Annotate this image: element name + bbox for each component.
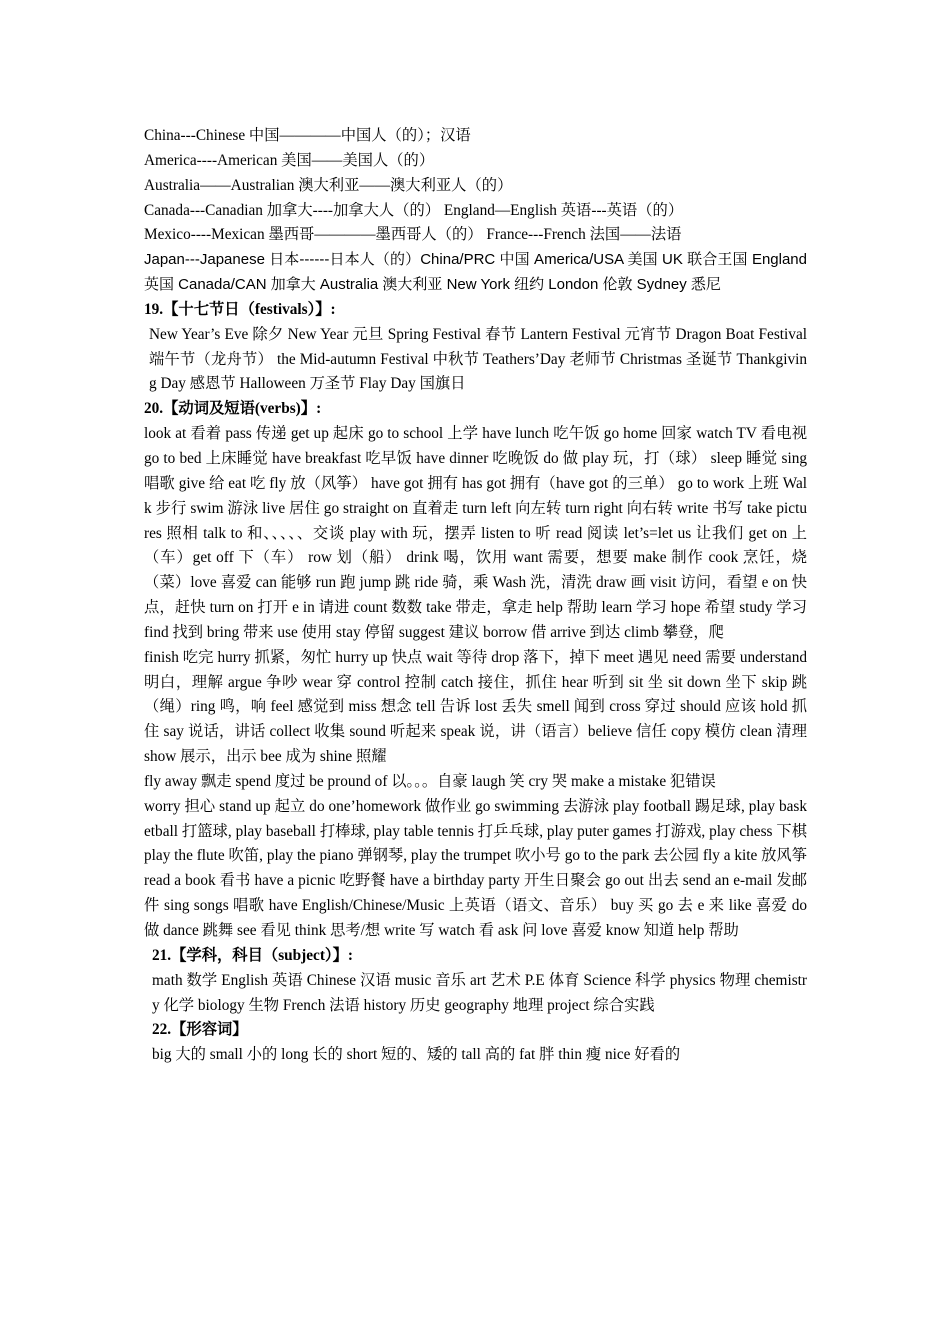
verbs-heading: 20.【动词及短语(verbs)】: <box>144 400 322 418</box>
adjectives-paragraph: big 大的 small 小的 long 长的 short 短的、矮的 tall 高的 fat 胖 thin 瘦 nice 好看的 <box>152 1046 681 1064</box>
verbs-paragraph: finish 吃完 hurry 抓紧，匆忙 hurry up 快点 wait 等待 drop 落下，掉下 meet 遇见 need 需要 understand 明白，理解 argue 争吵 wear 穿 control 控制 catch 接住，抓住 hear 听到 sit 坐 sit down 坐下 skip 跳（绳）ring 鸣，响 feel 感觉到 miss 想念 tell 告诉 lost 丢失 smell 闻到 cross 穿过 should 应该 hold 抓住 say 说话，讲话 collect 收集 sound 听起来 speak 说，讲（语言）believe 信任 copy 模仿 clean 清理 show 展示，出示 bee 成为 shine 照耀 <box>144 648 807 766</box>
document-page <box>144 124 807 1068</box>
festivals-heading: 19.【十七节日（festivals）】: <box>144 300 336 318</box>
subjects-paragraph: math 数学 English 英语 Chinese 汉语 music 音乐 art 艺术 P.E 体育 Science 科学 physics 物理 chemistry 化学 biology 生物 French 法语 history 历史 geography 地理 project 综合实践 <box>152 971 807 1014</box>
verbs-paragraph: worry 担心 stand up 起立 do one’homework 做作业 go swimming 去游泳 play football 踢足球, play basketball 打篮球, play baseball 打棒球, play table tennis 打乒乓球, play puter games 打游戏, play chess 下棋 play the flute 吹笛, play the piano 弹钢琴, play the trumpet 吹小号 go to the park 去公园 fly a kite 放风筝 read a book 看书 have a picnic 吃野餐 have a birthday party 开生日聚会 go out 出去 send an e-mail 发邮件 sing songs 唱歌 have English/Chinese/Music 上英语（语文、音乐） buy 买 go 去 e 来 like 喜爱 do 做 dance 跳舞 see 看见 think 思考/想 write 写 watch 看 ask 问 love 喜爱 know 知道 help 帮助 <box>144 797 807 939</box>
subjects-heading: 21.【学科，科目（subject）】: <box>152 946 353 964</box>
country-line: America----American 美国——美国人（的） <box>144 151 435 169</box>
country-line: China---Chinese 中国————中国人（的）；汉语 <box>144 127 471 144</box>
country-line: Australia——Australian 澳大利亚——澳大利亚人（的） <box>144 176 513 194</box>
verbs-paragraph: fly away 飘走 spend 度过 be pround of 以。。。自豪 laugh 笑 cry 哭 make a mistake 犯错误 <box>144 772 716 790</box>
country-line: Mexico----Mexican 墨西哥————墨西哥人（的） France---French 法国——法语 <box>144 226 682 244</box>
country-names-paragraph: Japan---Japanese 日本------日本人（的）China/PRC 中国 America/USA 美国 UK 联合王国 England 英国 Canada/CAN 加拿大 Australia 澳大利亚 New York 纽约 London 伦敦 Sydney 悉尼 <box>144 251 807 294</box>
festivals-paragraph: New Year’s Eve 除夕 New Year 元旦 Spring Festival 春节 Lantern Festival 元宵节 Dragon Boat Festival 端午节（龙舟节） the Mid-autumn Festival 中秋节 Teathers’Day 老师节 Christmas 圣诞节 Thankgiving Day 感恩节 Halloween 万圣节 Flay Day 国旗日 <box>149 325 807 393</box>
verbs-paragraph: look at 看着 pass 传递 get up 起床 go to school 上学 have lunch 吃午饭 go home 回家 watch TV 看电视 go to bed 上床睡觉 have breakfast 吃早饭 have dinner 吃晚饭 do 做 play 玩，打（球） sleep 睡觉 sing 唱歌 give 给 eat 吃 fly 放（风筝） have got 拥有 has got 拥有（have got 的三单） go to work 上班 Walk 步行 swim 游泳 live 居住 go straight on 直着走 turn left 向左转 turn right 向右转 write 书写 take pictures 照相 talk to 和、、、、、交谈 play with 玩，摆弄 listen to 听 read 阅读 let’s=let us 让我们 get on 上（车）get off 下（车） row 划（船） drink 喝，饮用 want 需要，想要 make 制作 cook 烹饪，烧（菜）love 喜爱 can 能够 run 跑 jump 跳 ride 骑，乘 Wash 洗，清洗 draw 画 visit 访问，看望 e on 快点，赶快 turn on 打开 e in 请进 count 数数 take 带走，拿走 help 帮助 learn 学习 hope 希望 study 学习 find 找到 bring 带来 use 使用 stay 停留 suggest 建议 borrow 借 arrive 到达 climb 攀登，爬 <box>144 425 807 641</box>
adjectives-heading: 22.【形容词】 <box>152 1021 248 1039</box>
country-line: Canada---Canadian 加拿大----加拿大人（的） England—English 英语---英语（的） <box>144 201 684 219</box>
